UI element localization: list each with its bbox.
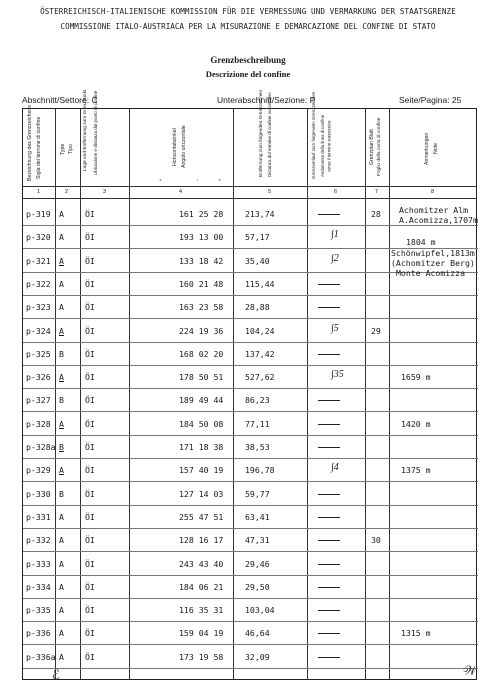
marker-location: ÖI <box>85 325 95 336</box>
marker-location: ÖI <box>85 302 95 313</box>
col-header-distance-it: Distanza dal termine di confine successivo <box>267 92 272 177</box>
marker-id: p-319 <box>26 209 51 219</box>
distance-next: 213,74 <box>245 209 275 219</box>
marker-id: p-328a <box>26 442 56 452</box>
marker-type: A <box>59 605 64 616</box>
horizontal-angle: 163 23 58 <box>179 302 224 313</box>
marker-location: ÖI <box>85 232 95 243</box>
marker-location: ÖI <box>85 465 95 476</box>
boundary-course-dash <box>318 540 340 541</box>
page-label: Seite/Pagina: 25 <box>399 95 462 105</box>
col-header-sheet-it: Foglio della carta di confine <box>377 117 382 177</box>
map-sheet-number: 28 <box>371 209 381 219</box>
boundary-course-dash <box>318 400 340 401</box>
row-note: 1375 m <box>401 465 431 476</box>
marker-id: p-324 <box>26 325 51 336</box>
col-header-sheet-de: Grenzplan Blatt <box>369 129 375 165</box>
marker-type: A <box>59 418 64 429</box>
marker-id: p-336a <box>26 651 56 662</box>
boundary-course-dash <box>318 564 340 565</box>
boundary-course-dash <box>318 354 340 355</box>
marker-location: ÖI <box>85 209 95 219</box>
marker-location: ÖI <box>85 255 95 266</box>
col-header-marker-it: Sigla del termine di confine <box>36 116 42 180</box>
marker-id: p-320 <box>26 232 51 243</box>
table-row <box>23 412 478 436</box>
distance-next: 137,42 <box>245 348 275 359</box>
col-header-type-de: Type <box>60 143 66 155</box>
table-row <box>23 505 478 529</box>
marker-type: A <box>59 232 64 243</box>
boundary-course-dash <box>318 517 340 518</box>
col-header-notes-de: Anmerkungen <box>424 132 430 166</box>
col-number: 4 <box>179 189 183 195</box>
marker-location: ÖI <box>85 605 95 616</box>
boundary-course-symbol: ∫5 <box>331 322 339 334</box>
col-header-course-it: Andamento della linea di confine verso il termine successivo <box>320 114 332 178</box>
row-note: 1659 m <box>401 372 431 383</box>
marker-type: A <box>59 372 64 383</box>
horizontal-angle: 160 21 48 <box>179 278 224 289</box>
note-monte-acomizza: Monte Acomizza <box>396 268 466 278</box>
table-row <box>23 552 478 576</box>
horizontal-angle: 128 16 17 <box>179 535 224 546</box>
marker-id: p-331 <box>26 511 51 522</box>
note-achomitzer-alm: Achomitzer Alm <box>399 205 469 215</box>
horizontal-angle: 116 35 31 <box>179 605 224 616</box>
table-row <box>23 365 478 389</box>
marker-id: p-321 <box>26 255 51 266</box>
marker-id: p-330 <box>26 488 51 499</box>
col-number: 7 <box>375 189 379 195</box>
marker-location: ÖI <box>85 651 95 662</box>
marker-type: A <box>59 511 64 522</box>
marker-location: ÖI <box>85 581 95 592</box>
distance-next: 103,04 <box>245 605 275 616</box>
boundary-course-dash <box>318 633 340 634</box>
note-elevation-1804: 1804 m <box>406 237 436 247</box>
col-header-notes-it: Note <box>433 143 439 155</box>
col-number: 2 <box>65 189 69 195</box>
boundary-course-dash <box>318 447 340 448</box>
horizontal-angle: 178 50 51 <box>179 372 224 383</box>
horizontal-angle: 184 06 21 <box>179 581 224 592</box>
distance-next: 86,23 <box>245 395 270 406</box>
angle-unit-sec: " <box>218 179 222 185</box>
marker-type: A <box>59 278 64 289</box>
boundary-course-dash <box>318 657 340 658</box>
distance-next: 38,53 <box>245 442 270 452</box>
table-row <box>23 645 478 669</box>
distance-next: 196,78 <box>245 465 275 476</box>
marker-location: ÖI <box>85 442 95 452</box>
marker-id: p-332 <box>26 535 51 546</box>
col-header-location-it: Ubicazione e distanza dal punto di confine <box>93 90 98 175</box>
marker-type: A <box>59 535 64 546</box>
horizontal-angle: 159 04 19 <box>179 628 224 639</box>
document-title-de: Grenzbeschreibung <box>210 55 286 65</box>
marker-location: ÖI <box>85 348 95 359</box>
table-row <box>23 435 478 459</box>
marker-id: p-336 <box>26 628 51 639</box>
col-header-course-de: Grenzverlauf zum folgenden Grenzzeichen <box>311 91 316 179</box>
horizontal-angle: 171 18 38 <box>179 442 224 452</box>
col-header-location-de: Lage und Entfernung zum Grenzpunkt <box>83 89 88 171</box>
map-sheet-number: 29 <box>371 325 381 336</box>
marker-type: A <box>59 255 64 266</box>
marker-id: p-327 <box>26 395 51 406</box>
marker-location: ÖI <box>85 628 95 639</box>
distance-next: 29,50 <box>245 581 270 592</box>
marker-id: p-325 <box>26 348 51 359</box>
signature-mark-left: ℰ <box>52 668 60 683</box>
horizontal-angle: 224 19 36 <box>179 325 224 336</box>
table-row <box>23 388 478 412</box>
boundary-course-symbol: ∫2 <box>331 252 339 264</box>
table-row <box>23 621 478 645</box>
boundary-course-symbol: ∫35 <box>331 369 344 381</box>
marker-type: A <box>59 302 64 313</box>
marker-location: ÖI <box>85 395 95 406</box>
section-label: Abschnitt/Settore: C <box>22 95 98 105</box>
note-schoenwipfel: Schönwipfel,1813m <box>391 248 475 258</box>
table-row <box>23 598 478 622</box>
horizontal-angle: 133 18 42 <box>179 255 224 266</box>
subsection-label: Unterabschnitt/Sezione: P <box>217 95 316 105</box>
marker-type: A <box>59 628 64 639</box>
horizontal-angle: 173 19 58 <box>179 651 224 662</box>
note-achomitzer-berg: (Achomitzer Berg) <box>391 258 475 268</box>
marker-location: ÖI <box>85 511 95 522</box>
marker-location: ÖI <box>85 488 95 499</box>
distance-next: 59,77 <box>245 488 270 499</box>
angle-unit-deg: ° <box>159 179 163 185</box>
marker-location: ÖI <box>85 558 95 569</box>
row-note: 1420 m <box>401 418 431 429</box>
commission-title-it: COMMISSIONE ITALO-AUSTRIACA PER LA MISURAZIONE E DEMARCAZIONE DEL CONFINE DI STATO <box>60 22 436 31</box>
marker-type: A <box>59 581 64 592</box>
distance-next: 46,64 <box>245 628 270 639</box>
distance-next: 104,24 <box>245 325 275 336</box>
horizontal-angle: 189 49 44 <box>179 395 224 406</box>
boundary-course-dash <box>318 424 340 425</box>
row-divider <box>23 668 478 669</box>
marker-location: ÖI <box>85 535 95 546</box>
table-row <box>23 458 478 482</box>
distance-next: 28,88 <box>245 302 270 313</box>
marker-type: A <box>59 558 64 569</box>
marker-type: A <box>59 651 64 662</box>
col-header-marker-de: Bezeichnung des Grenzzeichens <box>27 105 33 181</box>
boundary-course-dash <box>318 494 340 495</box>
boundary-course-dash <box>318 284 340 285</box>
marker-location: ÖI <box>85 372 95 383</box>
marker-type: A <box>59 465 64 476</box>
distance-next: 29,46 <box>245 558 270 569</box>
marker-id: p-335 <box>26 605 51 616</box>
marker-id: p-334 <box>26 581 51 592</box>
horizontal-angle: 161 25 28 <box>179 209 224 219</box>
distance-next: 115,44 <box>245 278 275 289</box>
distance-next: 35,40 <box>245 255 270 266</box>
marker-id: p-322 <box>26 278 51 289</box>
col-number: 5 <box>268 189 272 195</box>
marker-location: ÖI <box>85 278 95 289</box>
marker-type: A <box>59 325 64 336</box>
boundary-course-dash <box>318 307 340 308</box>
table-row <box>23 295 478 319</box>
distance-next: 57,17 <box>245 232 270 243</box>
horizontal-angle: 193 13 00 <box>179 232 224 243</box>
marker-id: p-329 <box>26 465 51 476</box>
distance-next: 63,41 <box>245 511 270 522</box>
boundary-course-symbol: ∫1 <box>331 229 339 241</box>
col-number: 6 <box>334 189 338 195</box>
marker-type: A <box>59 209 64 219</box>
note-acomizza-alm: A.Acomizza,1707m <box>399 215 478 225</box>
col-header-distance-de: Entfernung zum folgenden Grenzzeichen <box>259 89 264 177</box>
horizontal-angle: 184 50 08 <box>179 418 224 429</box>
col-header-angle-de: Horizontalwinkel <box>172 128 178 166</box>
horizontal-angle: 127 14 03 <box>179 488 224 499</box>
table-row <box>23 342 478 366</box>
row-note: 1315 m <box>401 628 431 639</box>
col-number: 1 <box>37 189 41 195</box>
distance-next: 47,31 <box>245 535 270 546</box>
horizontal-angle: 168 02 20 <box>179 348 224 359</box>
marker-type: B <box>59 348 64 359</box>
map-sheet-number: 30 <box>371 535 381 546</box>
marker-id: p-328 <box>26 418 51 429</box>
marker-type: B <box>59 488 64 499</box>
col-header-type-it: Tipo <box>68 144 74 154</box>
distance-next: 77,11 <box>245 418 270 429</box>
table-row <box>23 482 478 506</box>
table-row <box>23 528 478 552</box>
marker-id: p-333 <box>26 558 51 569</box>
angle-unit-min: ' <box>196 179 200 185</box>
horizontal-angle: 255 47 51 <box>179 511 224 522</box>
marker-type: B <box>59 442 64 452</box>
boundary-course-dash <box>318 610 340 611</box>
table-row <box>23 319 478 343</box>
marker-id: p-323 <box>26 302 51 313</box>
marker-type: B <box>59 395 64 406</box>
marker-id: p-326 <box>26 372 51 383</box>
col-header-angle-it: Angolo orizzontale <box>181 125 187 169</box>
distance-next: 527,62 <box>245 372 275 383</box>
distance-next: 32,09 <box>245 651 270 662</box>
col-number: 8 <box>431 189 435 195</box>
commission-title-de: ÖSTERREICHISCH-ITALIENISCHE KOMMISSION FÜR DIE VERMESSUNG UND VERMARKUNG DER STAATSGRENZE <box>40 7 456 16</box>
horizontal-angle: 157 40 19 <box>179 465 224 476</box>
table-row <box>23 575 478 599</box>
col-number: 3 <box>103 189 107 195</box>
boundary-course-dash <box>318 587 340 588</box>
document-title-it: Descrizione del confine <box>205 69 291 79</box>
marker-location: ÖI <box>85 418 95 429</box>
boundary-course-symbol: ∫4 <box>331 462 339 474</box>
signature-mark-right: 𝒲 <box>463 664 477 679</box>
horizontal-angle: 243 43 40 <box>179 558 224 569</box>
boundary-course-dash <box>318 214 340 215</box>
